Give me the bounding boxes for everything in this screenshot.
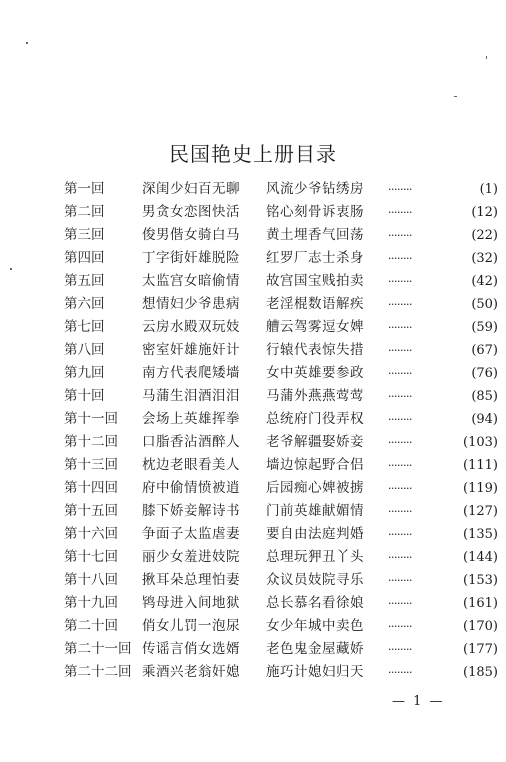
chapter-title-second-line: 女少年城中卖色 [266, 618, 364, 634]
toc-entry [58, 385, 498, 408]
chapter-title-first-line: 乘酒兴老翁奸媳 [142, 664, 240, 680]
leader-dots: ········ [388, 643, 412, 656]
chapter-title-first-line: 想情妇少爷患病 [142, 296, 240, 312]
page-reference: (170) [463, 619, 498, 634]
chapter-title-second-line: 红罗厂志士杀身 [266, 250, 364, 266]
page-reference: (94) [471, 412, 498, 427]
toc-entry [58, 569, 498, 592]
toc-entry [58, 201, 498, 224]
chapter-number: 第二十一回 [64, 641, 132, 657]
leader-dots: ········ [388, 183, 412, 196]
chapter-number: 第十五回 [64, 503, 118, 519]
toc-entry [58, 224, 498, 247]
page-reference: (103) [463, 435, 498, 450]
chapter-number: 第十四回 [64, 480, 118, 496]
chapter-number: 第十八回 [64, 572, 118, 588]
scan-speck [454, 96, 457, 97]
page-reference: (127) [463, 504, 498, 519]
chapter-title-second-line: 老色鬼金屋藏娇 [266, 641, 364, 657]
leader-dots: ········ [388, 666, 412, 679]
chapter-title-second-line: 艚云驾雾逗女婢 [266, 319, 364, 335]
toc-entry [58, 454, 498, 477]
chapter-title-first-line: 口脂香沾酒醉人 [142, 434, 240, 450]
chapter-number: 第七回 [64, 319, 105, 335]
chapter-title-first-line: 府中偷情愤被逍 [142, 480, 240, 496]
chapter-number: 第十七回 [64, 549, 118, 565]
leader-dots: ········ [388, 229, 412, 242]
leader-dots: ········ [388, 206, 412, 219]
leader-dots: ········ [388, 597, 412, 610]
page-reference: (161) [463, 596, 498, 611]
toc-entry [58, 615, 498, 638]
chapter-title-first-line: 膝下娇妾解诗书 [142, 503, 240, 519]
page-reference: (50) [471, 297, 498, 312]
leader-dots: ········ [388, 298, 412, 311]
chapter-title-first-line: 俏女儿罚一泡尿 [142, 618, 240, 634]
chapter-title-second-line: 老淫棍数语解疾 [266, 296, 364, 312]
chapter-title-first-line: 丁字街奸雄脱险 [142, 250, 240, 266]
chapter-title-first-line: 鸨母进入间地狱 [142, 595, 240, 611]
chapter-number: 第八回 [64, 342, 105, 358]
leader-dots: ········ [388, 459, 412, 472]
chapter-title-first-line: 云房水殿双玩妓 [142, 319, 240, 335]
page-title: 民国艳史上册目录 [169, 142, 337, 166]
leader-dots: ········ [388, 482, 412, 495]
toc-entry [58, 523, 498, 546]
leader-dots: ········ [388, 413, 412, 426]
leader-dots: ········ [388, 574, 412, 587]
toc-entry [58, 178, 498, 201]
chapter-title-first-line: 俊男偕女骑白马 [142, 227, 240, 243]
toc-entry [58, 316, 498, 339]
chapter-number: 第十一回 [64, 411, 118, 427]
leader-dots: ········ [388, 344, 412, 357]
leader-dots: ········ [388, 436, 412, 449]
chapter-number: 第六回 [64, 296, 105, 312]
chapter-number: 第二回 [64, 204, 105, 220]
chapter-title-first-line: 会场上英雄挥拳 [142, 411, 240, 427]
chapter-number: 第十三回 [64, 457, 118, 473]
page-reference: (76) [471, 366, 498, 381]
chapter-title-second-line: 施巧计媳妇归天 [266, 664, 364, 680]
page-reference: (22) [471, 228, 498, 243]
page-reference: (67) [471, 343, 498, 358]
toc-entry [58, 477, 498, 500]
toc-entry [58, 661, 498, 684]
chapter-number: 第九回 [64, 365, 105, 381]
page-reference: (177) [463, 642, 498, 657]
chapter-title-first-line: 南方代表爬矮墙 [142, 365, 240, 381]
leader-dots: ········ [388, 551, 412, 564]
chapter-title-second-line: 门前英雄献媚情 [266, 503, 364, 519]
chapter-number: 第四回 [64, 250, 105, 266]
leader-dots: ········ [388, 505, 412, 518]
chapter-title-first-line: 揪耳朵总理怕妻 [142, 572, 240, 588]
chapter-title-second-line: 故宫国宝贱拍卖 [266, 273, 364, 289]
chapter-title-second-line: 要自由法庭判婚 [266, 526, 364, 542]
chapter-title-second-line: 行辕代表惊失措 [266, 342, 364, 358]
chapter-number: 第二十二回 [64, 664, 132, 680]
scan-speck [486, 56, 487, 59]
toc-entry [58, 293, 498, 316]
chapter-number: 第十九回 [64, 595, 118, 611]
page-reference: (59) [471, 320, 498, 335]
scan-speck [26, 42, 28, 44]
leader-dots: ········ [388, 252, 412, 265]
leader-dots: ········ [388, 321, 412, 334]
chapter-title-second-line: 总理玩狎丑丫头 [266, 549, 364, 565]
toc-entry [58, 500, 498, 523]
page-reference: (32) [471, 251, 498, 266]
leader-dots: ········ [388, 275, 412, 288]
toc-entry [58, 247, 498, 270]
chapter-number: 第十六回 [64, 526, 118, 542]
chapter-number: 第一回 [64, 181, 105, 197]
chapter-title-second-line: 风流少爷钻绣房 [266, 181, 364, 197]
chapter-number: 第十回 [64, 388, 105, 404]
leader-dots: ········ [388, 367, 412, 380]
chapter-title-first-line: 太监宫女暗偷情 [142, 273, 240, 289]
chapter-title-first-line: 马蒲生泪酒泪泪 [142, 388, 240, 404]
chapter-title-second-line: 墙边惊起野合侣 [266, 457, 364, 473]
toc-entry [58, 362, 498, 385]
leader-dots: ········ [388, 620, 412, 633]
page-reference: (135) [463, 527, 498, 542]
page-reference: (153) [463, 573, 498, 588]
page-reference: (12) [471, 205, 498, 220]
page-reference: (111) [463, 458, 498, 473]
chapter-title-second-line: 马蒲外燕燕莺莺 [266, 388, 364, 404]
chapter-title-first-line: 争面子太监虐妻 [142, 526, 240, 542]
page-reference: (85) [471, 389, 498, 404]
page-number: — 1 — [392, 694, 445, 709]
chapter-title-second-line: 后园痴心婢被掳 [266, 480, 364, 496]
chapter-title-first-line: 深闺少妇百无聊 [142, 181, 240, 197]
chapter-title-second-line: 总长慕名看徐娘 [266, 595, 364, 611]
toc-entry [58, 592, 498, 615]
chapter-number: 第二十回 [64, 618, 118, 634]
chapter-title-second-line: 女中英雄要参政 [266, 365, 364, 381]
page-reference: (185) [463, 665, 498, 680]
chapter-title-first-line: 枕边老眼看美人 [142, 457, 240, 473]
chapter-title-first-line: 男贪女恋图快活 [142, 204, 240, 220]
chapter-title-second-line: 铭心刻骨诉衷肠 [266, 204, 364, 220]
page-reference: (144) [463, 550, 498, 565]
chapter-number: 第三回 [64, 227, 105, 243]
chapter-title-second-line: 总统府门役弄权 [266, 411, 364, 427]
toc-entry [58, 408, 498, 431]
page-reference: (119) [463, 481, 498, 496]
scan-speck [10, 268, 12, 270]
chapter-number: 第五回 [64, 273, 105, 289]
leader-dots: ········ [388, 528, 412, 541]
table-of-contents [58, 178, 498, 684]
chapter-title-second-line: 黄土埋香气回荡 [266, 227, 364, 243]
toc-entry [58, 431, 498, 454]
toc-entry [58, 546, 498, 569]
leader-dots: ········ [388, 390, 412, 403]
chapter-title-first-line: 密室奸雄施奸计 [142, 342, 240, 358]
chapter-title-second-line: 众议员妓院寻乐 [266, 572, 364, 588]
chapter-title-second-line: 老爷解疆娶娇妾 [266, 434, 364, 450]
page-reference: (1) [479, 182, 498, 197]
toc-entry [58, 270, 498, 293]
chapter-title-first-line: 丽少女羞进妓院 [142, 549, 240, 565]
toc-entry [58, 339, 498, 362]
chapter-number: 第十二回 [64, 434, 118, 450]
page-reference: (42) [471, 274, 498, 289]
toc-entry [58, 638, 498, 661]
chapter-title-first-line: 传谣言俏女选婿 [142, 641, 240, 657]
